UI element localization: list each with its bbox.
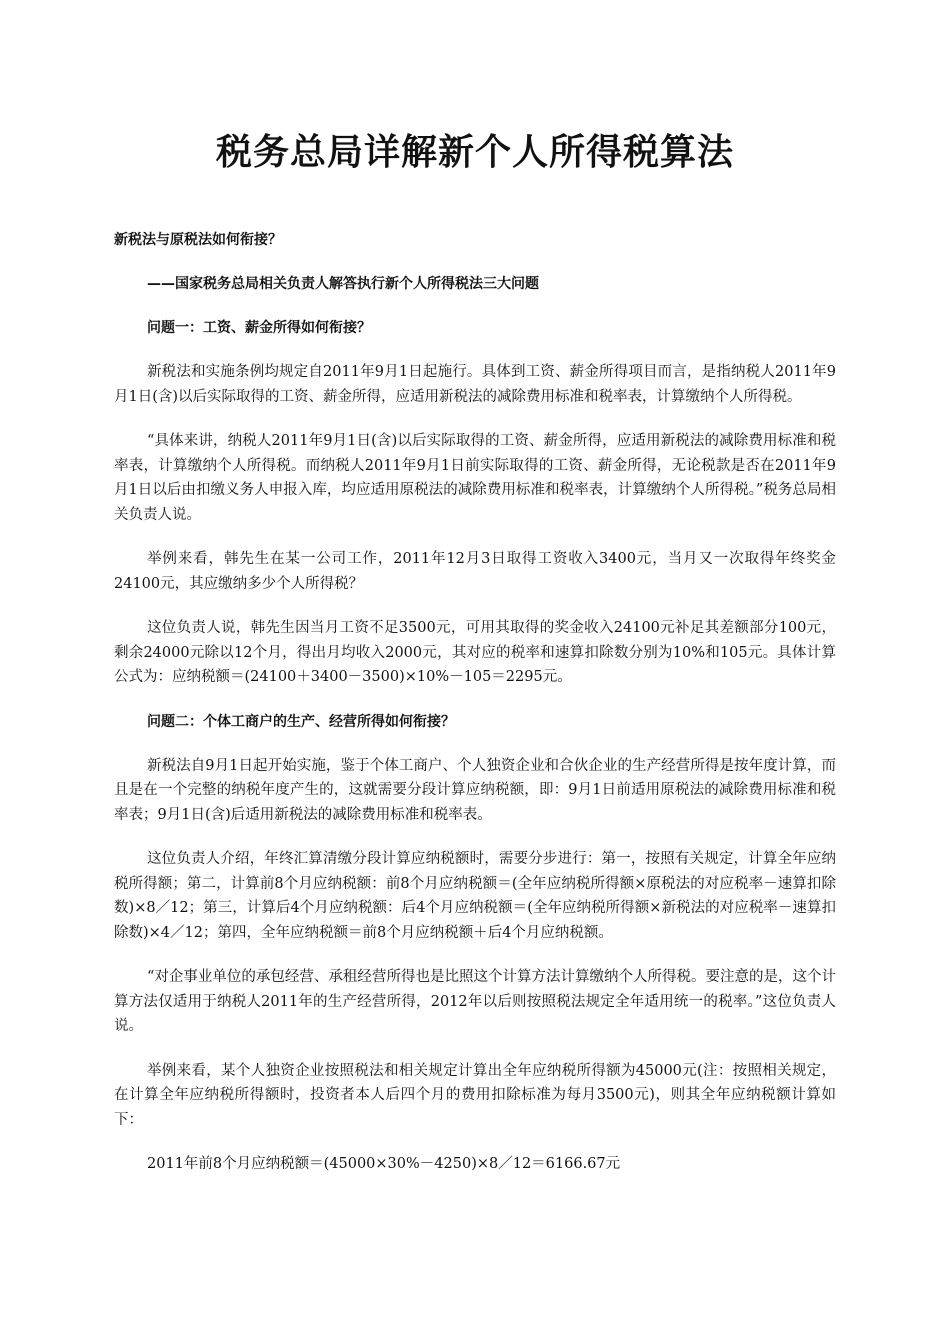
article-subtitle: ——国家税务总局相关负责人解答执行新个人所得税法三大问题 xyxy=(147,276,539,292)
paragraph-7: “对企事业单位的承包经营、承租经营所得也是比照这个计算方法计算缴纳个人所得税。要注意的是，这个计算方法仅适用于纳税人2011年的生产经营所得，2012年以后则按照税法规定全年适用统一的税率。”这位负责人说。 xyxy=(114,969,836,1034)
paragraph-1: 新税法和实施条例均规定自2011年9月1日起施行。具体到工资、薪金所得项目而言，是指纳税人2011年9月1日(含)以后实际取得的工资、薪金所得，应适用新税法的减除费用标准和税率表，计算缴纳个人所得税。 xyxy=(114,364,836,405)
formula-line: 2011年前8个月应纳税额＝(45000×30%－4250)×8／12＝6166.67元 xyxy=(147,1156,621,1172)
paragraph-3: 举例来看，韩先生在某一公司工作，2011年12月3日取得工资收入3400元，当月又一次取得年终奖金24100元，其应缴纳多少个人所得税？ xyxy=(114,551,836,592)
paragraph-6: 这位负责人介绍，年终汇算清缴分段计算应纳税额时，需要分步进行：第一，按照有关规定，计算全年应纳税所得额；第二，计算前8个月应纳税额：前8个月应纳税额＝(全年应纳税所得额×原税法的对应税率－速算扣除数)×8／12；第三，计算后4个月应纳税额：后4个月应纳税额＝(全年应纳税所得额×新税法的对应税率－速算扣除数)×4／12；第四，全年应纳税额＝前8个月应纳税额＋后4个月应纳税额。 xyxy=(114,851,836,941)
question-one-heading: 问题一：工资、薪金所得如何衔接？ xyxy=(147,320,371,336)
paragraph-4: 这位负责人说，韩先生因当月工资不足3500元，可用其取得的奖金收入24100元补足其差额部分100元，剩余24000元除以12个月，得出月均收入2000元，其对应的税率和速算扣除数分别为10%和105元。具体计算公式为：应纳税额＝(24100＋3400－3500)×10%－105＝2295元。 xyxy=(114,620,836,685)
document-title: 税务总局详解新个人所得税算法 xyxy=(215,132,734,173)
document-body xyxy=(114,228,836,1197)
paragraph-8: 举例来看，某个人独资企业按照税法和相关规定计算出全年应纳税所得额为45000元(注：按照相关规定，在计算全年应纳税所得额时，投资者本人后四个月的费用扣除标准为每月3500元)，则其全年应纳税额计算如下： xyxy=(114,1062,836,1128)
paragraph-5: 新税法自9月1日起开始实施，鉴于个体工商户、个人独资企业和合伙企业的生产经营所得是按年度计算，而且是在一个完整的纳税年度产生的，这就需要分段计算应纳税额，即：9月1日前适用原税法的减除费用标准和税率表；9月1日(含)后适用新税法的减除费用标准和税率表。 xyxy=(114,757,836,823)
paragraph-2: “具体来讲，纳税人2011年9月1日(含)以后实际取得的工资、薪金所得，应适用新税法的减除费用标准和税率表，计算缴纳个人所得税。而纳税人2011年9月1日前实际取得的工资、薪金所得，无论税款是否在2011年9月1日以后由扣缴义务人申报入库，均应适用原税法的减除费用标准和税率表，计算缴纳个人所得税。”税务总局相关负责人说。 xyxy=(114,433,836,523)
question-two-heading: 问题二：个体工商户的生产、经营所得如何衔接？ xyxy=(147,713,455,730)
section-heading: 新税法与原税法如何衔接？ xyxy=(114,232,282,248)
